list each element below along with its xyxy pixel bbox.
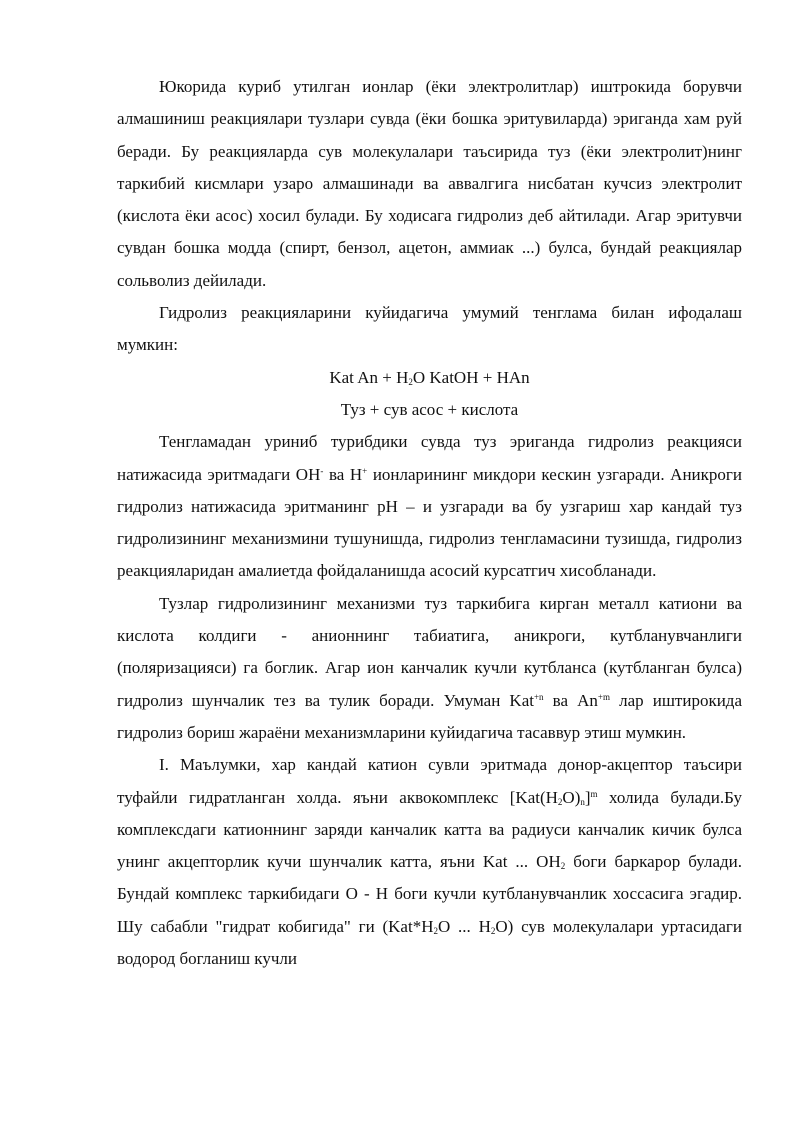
paragraph-intro: Юкорида куриб утилган ионлар (ёки электролитлар) иштрокида борувчи алмашиниш реакциялари тузлари сувда (ёки бошка эритувиларда) эриганда хам руй беради. Бу реакцияларда сув молекулалари таъсирида туз (ёки электролит)нинг таркибий кисмлари узаро алмашинади ва аввалгига нисбатан кучсиз электролит (кислота ёки асос) хосил булади. Бу ходисага гидролиз деб айтилади. Агар эритувчи сувдан бошка модда (спирт, бензол, ацетон, аммиак ...) булса, бундай реакциялар сольволиз дейилади. (117, 77, 742, 290)
paragraph-equation-intro: Гидролиз реакцияларини куйидагича умумий тенглама билан ифодалаш мумкин: (117, 303, 742, 355)
paragraph-mechanism: Тузлар гидролизининг механизми туз таркибига кирган металл катиони ва кислота колдиги - анионнинг табиатига, аникроги, кутбланувчанлиги (поляризацияси) га боглик. Агар ион канчалик кучли кутбланса (кутбланган булса) гидролиз шунчалик тез ва тулик боради. Умуман Kat$^{+n}$ ва $An^{+m}$ лар иштирокида гидролиз бориш жараёни механизмларини куйидагича тасаввур этиш мумкин. (117, 593, 742, 742)
equation-words: Туз + сув асос + кислота (340, 399, 519, 419)
equation-formula: Kat $An + H_2O$ KatOH + HAn (329, 367, 530, 387)
paragraph-ph: Тенгламадан уриниб турибдики сувда туз эриганда гидролиз реакцияси натижасида эритмадаги OH- ва H+ ионларининг микдори кескин узгаради. Аникроги гидролиз натижасида эритманинг pH – и узгаради ва бу узгариш хар кандай туз гидролизининг механизмини тушунишда, гидролиз тенгламасини тузишда, гидролиз реакцияларидан амалиетда фойдаланишда асосий курсатгич хисобланади. (117, 432, 742, 581)
paragraph-cation-hydration: I. Маълумки, хар кандай катион сувли эритмада донор-акцептор таъсири туфайли гидратланган холда. яъни аквокомплекс $[Kat(H_2O)_n]^m$ холида булади.Бу комплексдаги катионнинг заряди канчалик катта ва радиуси канчалик кичик булса унинг акцепторлик кучи шунчалик катта, яъни Kat ... $OH_2$ боги баркарор булади. Бундай комплекс таркибидаги O - H боги кучли кутбланувчанлик хоссасига эгадир. Шу сабабли "гидрат кобигида" ги ($Kat*H_2O$ ... $H_2O$) сув молекулалари уртасидаги водород богланиш кучли (117, 755, 742, 969)
document-page (117, 71, 742, 975)
